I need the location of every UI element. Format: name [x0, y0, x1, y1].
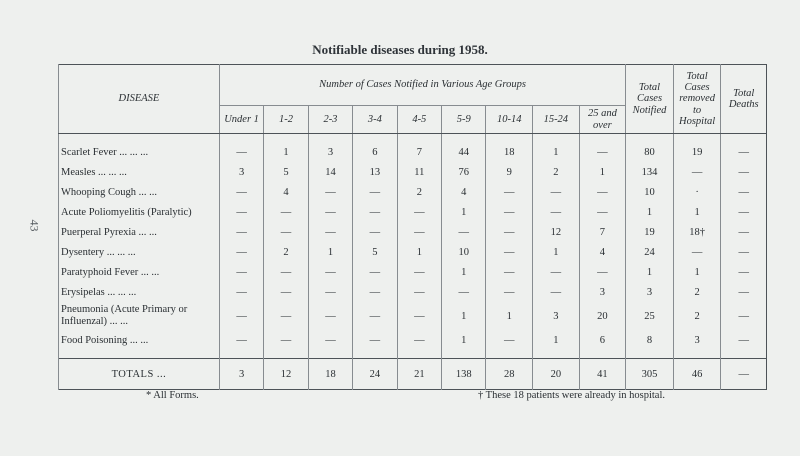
disease-name: Dysentery ... ... ...: [59, 242, 220, 262]
cell-value: —: [721, 182, 767, 202]
cell-value: 3: [219, 162, 263, 182]
cell-value: —: [219, 282, 263, 302]
total-value: 28: [486, 359, 533, 390]
cell-value: 4: [264, 182, 308, 202]
cell-value: —: [721, 162, 767, 182]
cell-value: 9: [486, 162, 533, 182]
cell-value: —: [721, 242, 767, 262]
cell-value: —: [353, 282, 397, 302]
cell-value: —: [533, 282, 580, 302]
cell-value: —: [673, 162, 721, 182]
table-row: [59, 142, 767, 162]
cell-value: —: [308, 282, 352, 302]
cell-value: —: [308, 262, 352, 282]
cell-value: —: [486, 330, 533, 350]
cell-value: 3: [308, 142, 352, 162]
cell-value: —: [486, 242, 533, 262]
cell-value: 5: [264, 162, 308, 182]
cell-value: 7: [579, 222, 626, 242]
totals-row: [59, 359, 767, 390]
cell-value: —: [308, 202, 352, 222]
cell-value: 1: [626, 202, 674, 222]
cell-value: —: [579, 262, 626, 282]
cell-value: —: [219, 142, 263, 162]
cell-value: —: [579, 182, 626, 202]
cell-value: 10: [626, 182, 674, 202]
cell-value: 2: [673, 302, 721, 330]
cell-value: —: [442, 222, 486, 242]
cell-value: 2: [673, 282, 721, 302]
cell-value: —: [219, 302, 263, 330]
cell-value: 44: [442, 142, 486, 162]
cell-value: 1: [442, 302, 486, 330]
cell-value: 1: [533, 242, 580, 262]
cell-value: —: [442, 282, 486, 302]
cell-value: —: [397, 262, 441, 282]
disease-name: Erysipelas ... ... ...: [59, 282, 220, 302]
total-value: 46: [673, 359, 721, 390]
cell-value: —: [486, 202, 533, 222]
disease-name: Pneumonia (Acute Primary or Influenzal) ... ...: [59, 302, 220, 330]
total-value: 20: [533, 359, 580, 390]
age-header: 4-5: [397, 106, 441, 134]
total-removed-header: Total Cases removed to Hospital: [673, 65, 721, 134]
cell-value: 10: [442, 242, 486, 262]
cell-value: 1: [673, 202, 721, 222]
total-deaths-header: Total Deaths: [721, 65, 767, 134]
cell-value: 4: [579, 242, 626, 262]
cell-value: —: [264, 202, 308, 222]
cell-value: 1: [626, 262, 674, 282]
cell-value: 20: [579, 302, 626, 330]
cell-value: 3: [673, 330, 721, 350]
cell-value: 1: [486, 302, 533, 330]
total-value: 24: [353, 359, 397, 390]
table-row: [59, 162, 767, 182]
cell-value: 18: [486, 142, 533, 162]
total-notified-header: Total Cases Notified: [626, 65, 674, 134]
cell-value: —: [397, 222, 441, 242]
cell-value: —: [579, 202, 626, 222]
totals-label: TOTALS ...: [59, 359, 220, 390]
cell-value: 18†: [673, 222, 721, 242]
disease-name: Whooping Cough ... ...: [59, 182, 220, 202]
cell-value: —: [308, 222, 352, 242]
cell-value: —: [486, 222, 533, 242]
cell-value: 134: [626, 162, 674, 182]
cell-value: 14: [308, 162, 352, 182]
cell-value: 2: [533, 162, 580, 182]
notifiable-diseases-table: [58, 64, 767, 390]
cell-value: 5: [353, 242, 397, 262]
cell-value: 24: [626, 242, 674, 262]
cell-value: —: [397, 330, 441, 350]
cell-value: 1: [579, 162, 626, 182]
total-value: 18: [308, 359, 352, 390]
cell-value: —: [721, 142, 767, 162]
age-header: 3-4: [353, 106, 397, 134]
cell-value: 12: [533, 222, 580, 242]
table-row: [59, 282, 767, 302]
age-header: 5-9: [442, 106, 486, 134]
cell-value: 8: [626, 330, 674, 350]
page-number: 43: [27, 219, 42, 232]
cell-value: 25: [626, 302, 674, 330]
age-header: 15-24: [533, 106, 580, 134]
cell-value: —: [486, 282, 533, 302]
cell-value: —: [533, 182, 580, 202]
cell-value: —: [308, 330, 352, 350]
cell-value: —: [486, 182, 533, 202]
total-value: 305: [626, 359, 674, 390]
table-row: [59, 330, 767, 350]
cell-value: —: [219, 330, 263, 350]
table-body: [59, 134, 767, 390]
cell-value: 13: [353, 162, 397, 182]
cell-value: —: [264, 222, 308, 242]
cell-value: 6: [353, 142, 397, 162]
disease-header: DISEASE: [59, 65, 220, 134]
disease-name: Food Poisoning ... ...: [59, 330, 220, 350]
cell-value: —: [219, 202, 263, 222]
disease-name: Measles ... ... ...: [59, 162, 220, 182]
footnote-hospital: † These 18 patients were already in hospital.: [478, 390, 666, 401]
table-row: [59, 262, 767, 282]
table-row: [59, 302, 767, 330]
cell-value: 1: [442, 330, 486, 350]
cell-value: 3: [626, 282, 674, 302]
cell-value: 1: [442, 262, 486, 282]
cell-value: 1: [264, 142, 308, 162]
cell-value: —: [219, 182, 263, 202]
table-row: [59, 182, 767, 202]
disease-name: Scarlet Fever ... ... ...: [59, 142, 220, 162]
cell-value: —: [397, 202, 441, 222]
cell-value: 1: [442, 202, 486, 222]
cell-value: —: [721, 282, 767, 302]
cell-value: —: [721, 202, 767, 222]
total-value: 12: [264, 359, 308, 390]
cell-value: —: [264, 302, 308, 330]
disease-name: Acute Poliomyelitis (Paralytic): [59, 202, 220, 222]
cell-value: 80: [626, 142, 674, 162]
cell-value: 19: [626, 222, 674, 242]
total-value: —: [721, 359, 767, 390]
cell-value: —: [397, 282, 441, 302]
cell-value: —: [353, 222, 397, 242]
cell-value: 1: [308, 242, 352, 262]
cell-value: —: [533, 262, 580, 282]
cell-value: —: [353, 262, 397, 282]
table-row: [59, 242, 767, 262]
age-header: Under 1: [219, 106, 263, 134]
disease-name: Puerperal Pyrexia ... ...: [59, 222, 220, 242]
cell-value: 3: [533, 302, 580, 330]
cell-value: —: [264, 330, 308, 350]
cell-value: 4: [442, 182, 486, 202]
cell-value: —: [721, 262, 767, 282]
cell-value: —: [721, 222, 767, 242]
total-value: 3: [219, 359, 263, 390]
age-header: 25 and over: [579, 106, 626, 134]
cell-value: —: [264, 262, 308, 282]
cell-value: —: [308, 302, 352, 330]
cell-value: ·: [673, 182, 721, 202]
cell-value: —: [721, 302, 767, 330]
total-value: 138: [442, 359, 486, 390]
cell-value: 2: [397, 182, 441, 202]
cell-value: —: [353, 330, 397, 350]
cell-value: —: [308, 182, 352, 202]
total-value: 21: [397, 359, 441, 390]
cell-value: —: [219, 262, 263, 282]
cell-value: —: [219, 222, 263, 242]
cell-value: 3: [579, 282, 626, 302]
age-header: 10-14: [486, 106, 533, 134]
age-header: 1-2: [264, 106, 308, 134]
table-row: [59, 222, 767, 242]
cell-value: 19: [673, 142, 721, 162]
age-group-header: Number of Cases Notified in Various Age Groups: [219, 65, 625, 106]
cell-value: —: [219, 242, 263, 262]
disease-name: Paratyphoid Fever ... ...: [59, 262, 220, 282]
cell-value: —: [579, 142, 626, 162]
cell-value: 1: [533, 142, 580, 162]
cell-value: —: [353, 202, 397, 222]
page-title: Notifiable diseases during 1958.: [312, 42, 488, 57]
cell-value: —: [533, 202, 580, 222]
total-value: 41: [579, 359, 626, 390]
cell-value: 11: [397, 162, 441, 182]
cell-value: —: [397, 302, 441, 330]
cell-value: —: [673, 242, 721, 262]
cell-value: —: [721, 330, 767, 350]
table-row: [59, 202, 767, 222]
cell-value: 7: [397, 142, 441, 162]
cell-value: —: [353, 182, 397, 202]
cell-value: 6: [579, 330, 626, 350]
cell-value: 76: [442, 162, 486, 182]
cell-value: 1: [673, 262, 721, 282]
cell-value: —: [264, 282, 308, 302]
cell-value: —: [353, 302, 397, 330]
cell-value: —: [486, 262, 533, 282]
cell-value: 1: [533, 330, 580, 350]
footnote-all-forms: * All Forms.: [146, 390, 199, 401]
cell-value: 1: [397, 242, 441, 262]
cell-value: 2: [264, 242, 308, 262]
age-header: 2-3: [308, 106, 352, 134]
